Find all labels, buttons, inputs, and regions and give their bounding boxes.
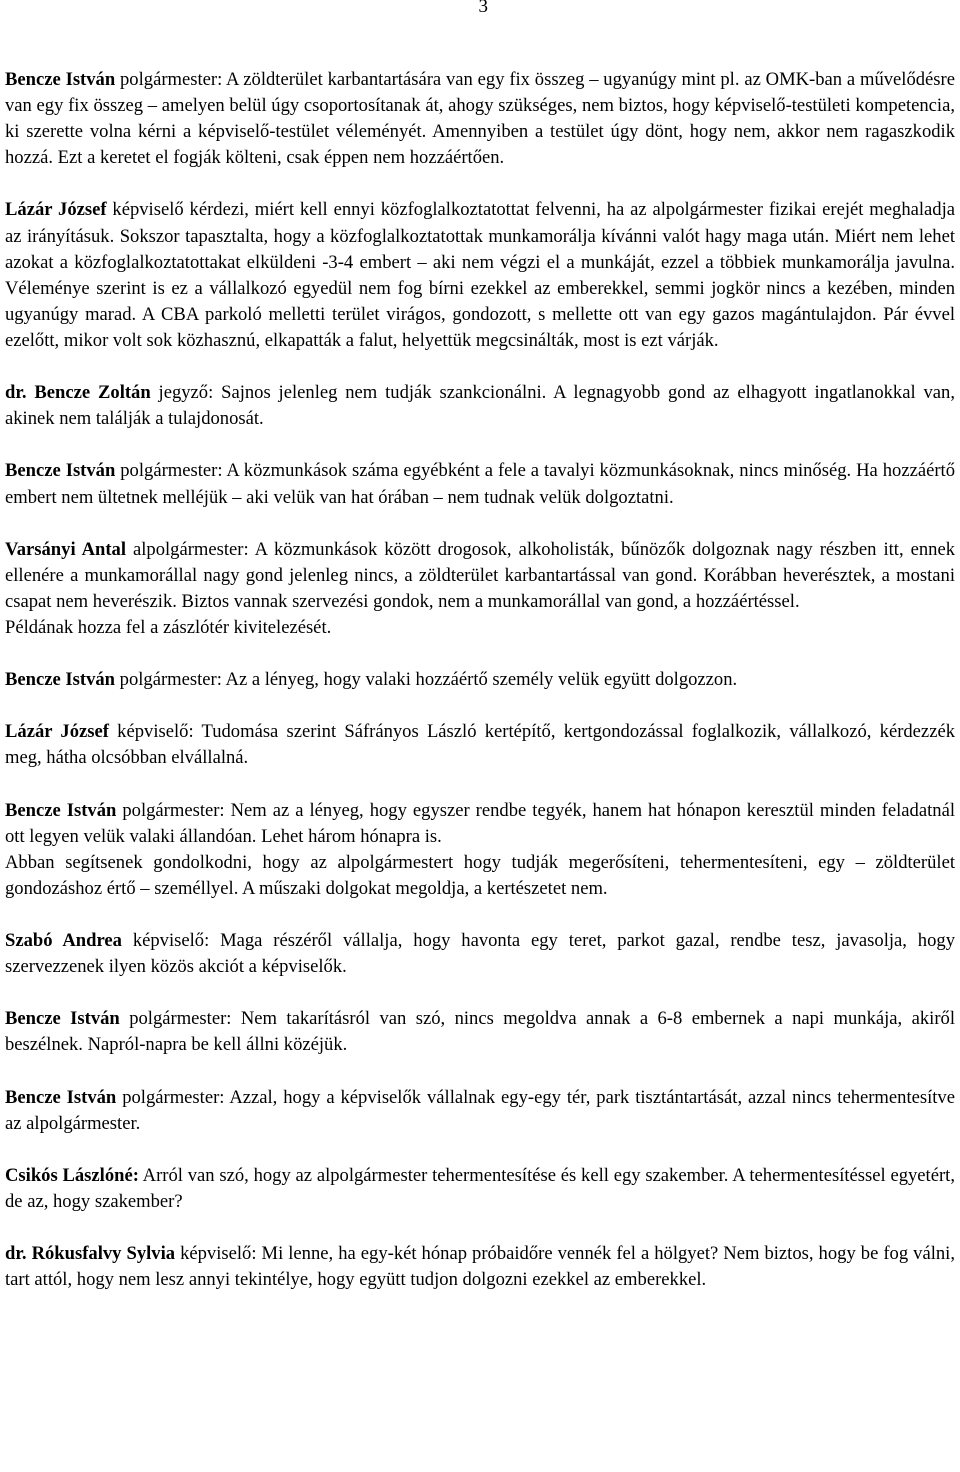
paragraph-text: polgármester: A zöldterület karbantartására van egy fix összeg – ugyanúgy mint pl. az OMK-ban a művelődésre van egy fix összeg – amelyen belül úgy csoportosítanak át, ahogy szükséges, nem biztos, hogy képviselő-testületi kompetencia, ki szerette volna kérni a képviselő-testület véleményét. Amennyiben a testület úgy dönt, hogy nem, akkor nem ragaszkodik hozzá. Ezt a keretet el fogják költeni, csak éppen nem hozzáértően. (5, 69, 955, 169)
paragraph-text: képviselő kérdezi, miért kell ennyi közfoglalkoztatottat felvenni, ha az alpolgármester fizikai erejét meghaladja az irányításuk. Sokszor tapasztalta, hogy a közfoglalkoztatottak munkamorálja kívánni valót hagy maga után. Miért nem lehet azokat a közfoglalkoztatottakat elküldeni -3-4 embert – aki nem végzi el a munkáját, ezzel a többiek munkamorálja javulna. Véleménye szerint is ez a vállalkozó egyedül nem fog bírni ezekkel az emberekkel, semmi jogkör nincs a kezében, minden ugyanúgy marad. A CBA parkoló melletti terület virágos, gondozott, s mellette ott van egy gazos magántulajdon. Pár évvel ezelőtt, mikor volt sok közhasznú, elkapatták a falut, helyettük megcsinálták, most is ezt várják. (5, 199, 955, 351)
paragraph (5, 67, 955, 171)
document-body (5, 67, 955, 1320)
speaker-name: Bencze István (5, 799, 117, 821)
paragraph (5, 1241, 955, 1293)
paragraph (5, 1163, 955, 1215)
paragraph-text: polgármester: Azzal, hogy a képviselők vállalnak egy-egy tér, park tisztántartását, azzal nincs tehermentesítve az alpolgármester. (5, 1086, 955, 1134)
paragraph (5, 1006, 955, 1058)
paragraph-text: Arról van szó, hogy az alpolgármester tehermentesítése és kell egy szakember. A tehermentesítéssel egyetért, de az, hogy szakember? (5, 1164, 955, 1213)
speaker-name: dr. Rókusfalvy Sylvia (5, 1243, 176, 1265)
paragraph (5, 197, 955, 354)
paragraph-text: képviselő: Tudomása szerint Sáfrányos László kertépítő, kertgondozással foglalkozik, vállalkozó, kérdezzék meg, hátha olcsóbban elvállalná. (5, 721, 955, 769)
page-number: 3 (478, 0, 488, 17)
paragraph (5, 458, 955, 510)
speaker-name: Lázár József (5, 199, 107, 221)
speaker-name: Bencze István (5, 1008, 120, 1030)
speaker-name: Bencze István (5, 1086, 117, 1108)
paragraph-text: Abban segítsenek gondolkodni, hogy az alpolgármestert hogy tudják megerősíteni, tehermentesíteni, egy – zöldterület gondozáshoz értő – személlyel. A műszaki dolgokat megoldja, a kertészetet nem. (5, 851, 955, 899)
paragraph (5, 667, 955, 693)
paragraph-text: alpolgármester: A közmunkások között drogosok, alkoholisták, bűnözők dolgoznak nagy részben itt, ennek ellenére a munkamorállal nagy gond jelenleg nincs, a zöldterület karbantartással van gond. Korábban heverésztek, a mostani csapat nem heverészik. Biztos vannak szervezési gondok, nem a munkamorállal van gond, a hozzáértéssel. (5, 538, 955, 612)
paragraph (5, 537, 955, 615)
paragraph-text: képviselő: Mi lenne, ha egy-két hónap próbaidőre vennék fel a hölgyet? Nem biztos, hogy be fog válni, tart attól, hogy nem lesz annyi tekintélye, hogy együtt tudjon dolgozni ezekkel az emberekkel. (5, 1243, 955, 1291)
speaker-name: Bencze István (5, 669, 116, 691)
speaker-name: Szabó Andrea (5, 930, 122, 952)
speaker-name: Csikós Lászlóné: (5, 1164, 139, 1186)
speaker-name: Bencze István (5, 69, 116, 90)
paragraph (5, 380, 955, 432)
paragraph-text: képviselő: Maga részéről vállalja, hogy havonta egy teret, parkot gazal, rendbe tesz, javasolja, hogy szervezzenek ilyen közös akciót a képviselők. (5, 930, 955, 978)
paragraph-text: jegyző: Sajnos jelenleg nem tudják szankcionálni. A legnagyobb gond az elhagyott ingatlanokkal van, akinek nem találják a tulajdonosát. (5, 382, 955, 430)
paragraph-text: Példának hozza fel a zászlótér kivitelezését. (5, 616, 332, 638)
paragraph-text: polgármester: Nem az a lényeg, hogy egyszer rendbe tegyék, hanem hat hónapon keresztül minden feladatnál ott legyen velük valaki állandóan. Lehet három hónapra is. (5, 799, 955, 847)
paragraph (5, 719, 955, 771)
paragraph (5, 798, 955, 850)
speaker-name: Lázár József (5, 721, 109, 743)
paragraph (5, 928, 955, 980)
speaker-name: Varsányi Antal (5, 538, 126, 560)
speaker-name: dr. Bencze Zoltán (5, 382, 151, 404)
paragraph (5, 850, 955, 902)
paragraph (5, 615, 955, 641)
paragraph (5, 1085, 955, 1137)
paragraph-text: polgármester: A közmunkások száma egyébként a fele a tavalyi közmunkásoknak, nincs minőség. Ha hozzáértő embert nem ültetnek melléjük – aki velük van hat órában – nem tudnak velük dolgoztatni. (5, 460, 955, 508)
paragraph-text: polgármester: Az a lényeg, hogy valaki hozzáértő személy velük együtt dolgozzon. (115, 669, 738, 691)
speaker-name: Bencze István (5, 460, 116, 482)
paragraph-text: polgármester: Nem takarításról van szó, nincs megoldva annak a 6-8 embernek a napi munkája, akiről beszélnek. Napról-napra be kell állni közéjük. (5, 1008, 955, 1056)
